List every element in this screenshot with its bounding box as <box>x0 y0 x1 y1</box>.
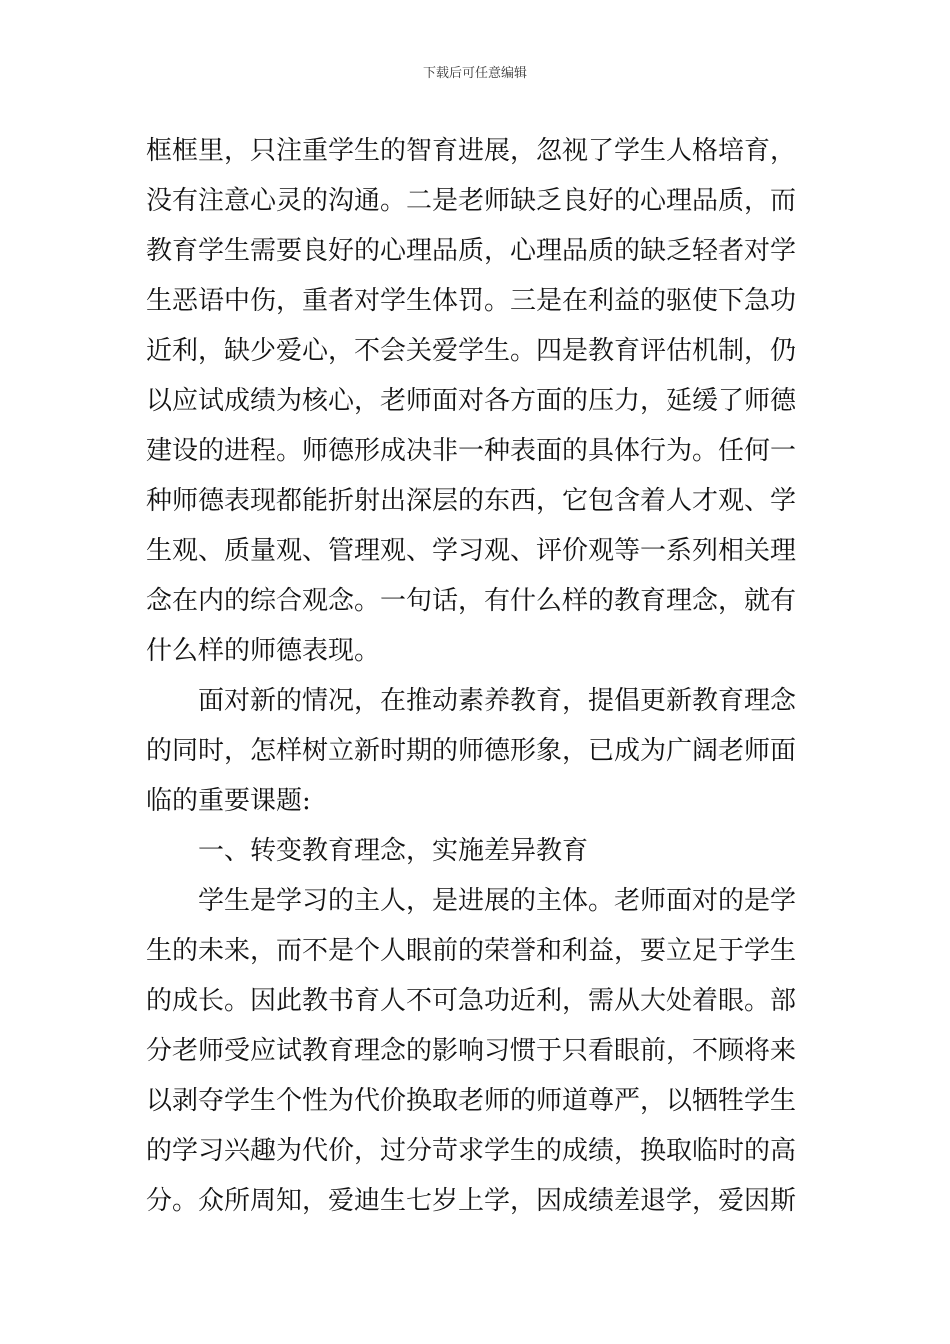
paragraph-start-line: 学生是学习的主人，是进展的主体。老师面对的是学 <box>198 886 797 916</box>
text-line: 分。众所周知，爱迪生七岁上学，因成绩差退学，爱因斯 <box>146 1186 797 1216</box>
text-line: 的成长。因此教书育人不可急功近利，需从大处着眼。部 <box>146 986 797 1016</box>
text-line: 分老师受应试教育理念的影响习惯于只看眼前，不顾将来 <box>146 1036 797 1066</box>
text-line: 框框里，只注重学生的智育进展，忽视了学生人格培育， <box>146 136 797 166</box>
text-line: 的学习兴趣为代价，过分苛求学生的成绩，换取临时的高 <box>146 1136 797 1166</box>
text-line: 近利，缺少爱心，不会关爱学生。四是教育评估机制，仍 <box>146 336 797 366</box>
text-line: 以剥夺学生个性为代价换取老师的师道尊严，以牺牲学生 <box>146 1086 797 1116</box>
text-line: 建设的进程。师德形成决非一种表面的具体行为。任何一 <box>146 436 797 466</box>
header-note: 下载后可任意编辑 <box>422 66 527 81</box>
text-line: 念在内的综合观念。一句话，有什么样的教育理念，就有 <box>146 586 797 616</box>
paragraph-start-line: 面对新的情况，在推动素养教育，提倡更新教育理念 <box>198 686 797 716</box>
body-text <box>146 126 806 1226</box>
text-line: 临的重要课题: <box>146 786 311 816</box>
text-line: 生恶语中伤，重者对学生体罚。三是在利益的驱使下急功 <box>146 286 797 316</box>
text-line: 的同时，怎样树立新时期的师德形象，已成为广阔老师面 <box>146 736 797 766</box>
text-line: 没有注意心灵的沟通。二是老师缺乏良好的心理品质，而 <box>146 186 797 216</box>
text-line: 生观、质量观、管理观、学习观、评价观等一系列相关理 <box>146 536 797 566</box>
text-line: 生的未来，而不是个人眼前的荣誉和利益，要立足于学生 <box>146 936 797 966</box>
text-line: 教育学生需要良好的心理品质，心理品质的缺乏轻者对学 <box>146 236 797 266</box>
text-line: 什么样的师德表现。 <box>146 636 381 666</box>
section-heading: 一、转变教育理念，实施差异教育 <box>198 836 589 866</box>
text-line: 以应试成绩为核心，老师面对各方面的压力，延缓了师德 <box>146 386 797 416</box>
text-line: 种师德表现都能折射出深层的东西，它包含着人才观、学 <box>146 486 797 516</box>
